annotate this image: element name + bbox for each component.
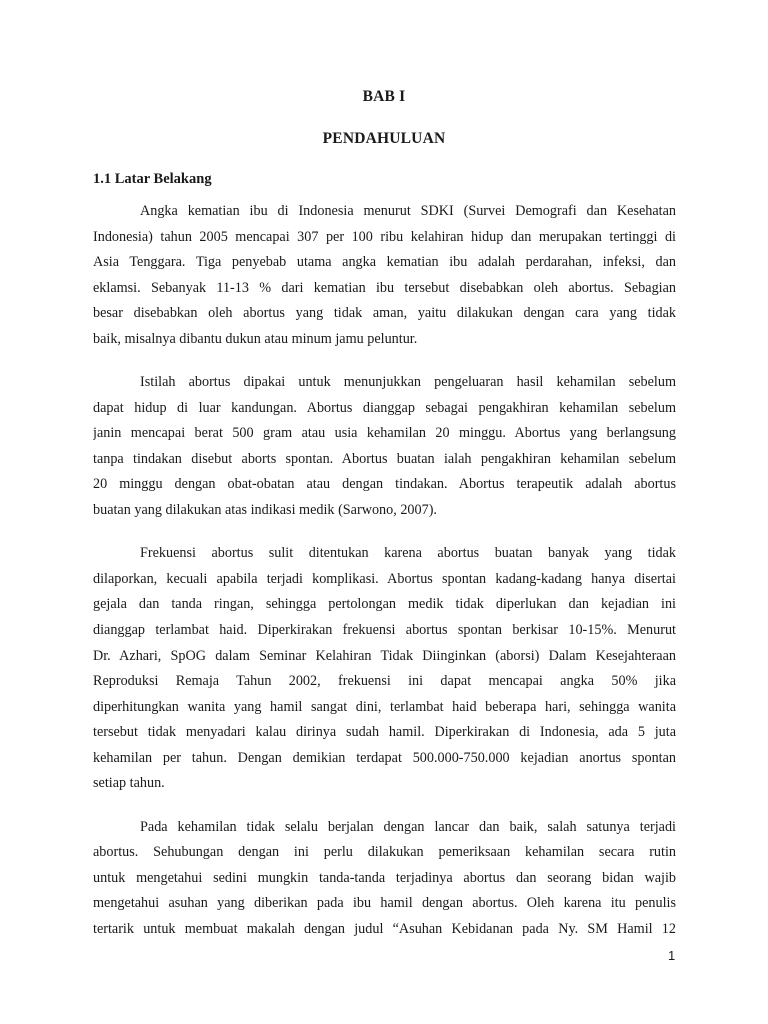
text-line: Frekuensi abortus sulit ditentukan karena abortus buatan banyak yang tidak bbox=[140, 545, 676, 562]
text-line: Istilah abortus dipakai untuk menunjukkan pengeluaran hasil kehamilan sebelum bbox=[140, 374, 676, 391]
page-number: 1 bbox=[668, 948, 676, 963]
text-line: tersebut tidak menyadari kalau dirinya sudah hamil. Diperkirakan di Indonesia, ada 5 juta bbox=[93, 724, 676, 741]
text-line: gejala dan tanda ringan, sehingga pertolongan medik tidak diperlukan dan kejadian ini bbox=[93, 596, 676, 613]
text-line: mengetahui asuhan yang diberikan pada ibu hamil dengan abortus. Oleh karena itu penulis bbox=[93, 895, 676, 912]
text-line: janin mencapai berat 500 gram atau usia kehamilan 20 minggu. Abortus yang berlangsung bbox=[93, 425, 676, 442]
text-line: diperhitungkan wanita yang hamil sangat dini, terlambat haid beberapa hari, sehingga wanita bbox=[93, 698, 676, 715]
paragraph-1 bbox=[93, 199, 676, 353]
text-line: dianggap terlambat haid. Diperkirakan frekuensi abortus spontan berkisar 10-15%. Menurut bbox=[93, 621, 676, 638]
text-line: eklamsi. Sebanyak 11-13 % dari kematian ibu tersebut disebabkan oleh abortus. Sebagian bbox=[93, 279, 676, 296]
paragraph-2 bbox=[93, 370, 676, 524]
text-line: tertarik untuk membuat makalah dengan judul “Asuhan Kebidanan pada Ny. SM Hamil 12 bbox=[93, 920, 676, 937]
text-line: untuk mengetahui sedini mungkin tanda-tanda terjadinya abortus dan seorang bidan wajib bbox=[93, 869, 676, 886]
text-line: kehamilan per tahun. Dengan demikian terdapat 500.000-750.000 kejadian anortus spontan bbox=[93, 749, 676, 766]
text-line: Reproduksi Remaja Tahun 2002, frekuensi ini dapat mencapai angka 50% jika bbox=[93, 673, 676, 690]
text-line: Pada kehamilan tidak selalu berjalan dengan lancar dan baik, salah satunya terjadi bbox=[140, 818, 676, 835]
paragraph-3 bbox=[93, 541, 676, 797]
document-body bbox=[93, 199, 676, 960]
text-line: setiap tahun. bbox=[93, 775, 165, 792]
text-line: tanpa tindakan disebut aborts spontan. Abortus buatan ialah pengakhiran kehamilan sebelum bbox=[93, 450, 676, 467]
text-line: baik, misalnya dibantu dukun atau minum jamu peluntur. bbox=[93, 330, 418, 347]
text-line: dapat hidup di luar kandungan. Abortus dianggap sebagai pengakhiran kehamilan sebelum bbox=[93, 399, 676, 416]
text-line: abortus. Sehubungan dengan ini perlu dilakukan pemeriksaan kehamilan secara rutin bbox=[93, 844, 676, 861]
text-line: 20 minggu dengan obat-obatan atau dengan tindakan. Abortus terapeutik adalah abortus bbox=[93, 476, 676, 493]
section-heading: 1.1 Latar Belakang bbox=[93, 171, 212, 187]
paragraph-4 bbox=[93, 815, 676, 943]
text-line: dilaporkan, kecuali apabila terjadi komplikasi. Abortus spontan kadang-kadang hanya disertai bbox=[93, 570, 676, 587]
text-line: buatan yang dilakukan atas indikasi medik (Sarwono, 2007). bbox=[93, 502, 437, 519]
text-line: Dr. Azhari, SpOG dalam Seminar Kelahiran Tidak Diinginkan (aborsi) Dalam Kesejahteraan bbox=[93, 647, 676, 664]
text-line: Indonesia) tahun 2005 mencapai 307 per 100 ribu kelahiran hidup dan merupakan tertinggi di bbox=[93, 228, 676, 245]
text-line: Angka kematian ibu di Indonesia menurut SDKI (Survei Demografi dan Kesehatan bbox=[140, 203, 676, 219]
text-line: Asia Tenggara. Tiga penyebab utama angka kematian ibu adalah perdarahan, infeksi, dan bbox=[93, 254, 676, 271]
text-line: besar disebabkan oleh abortus yang tidak aman, yaitu dilakukan dengan cara yang tidak bbox=[93, 305, 676, 322]
chapter-title: PENDAHULUAN bbox=[322, 130, 446, 147]
chapter-number: BAB I bbox=[362, 88, 406, 105]
